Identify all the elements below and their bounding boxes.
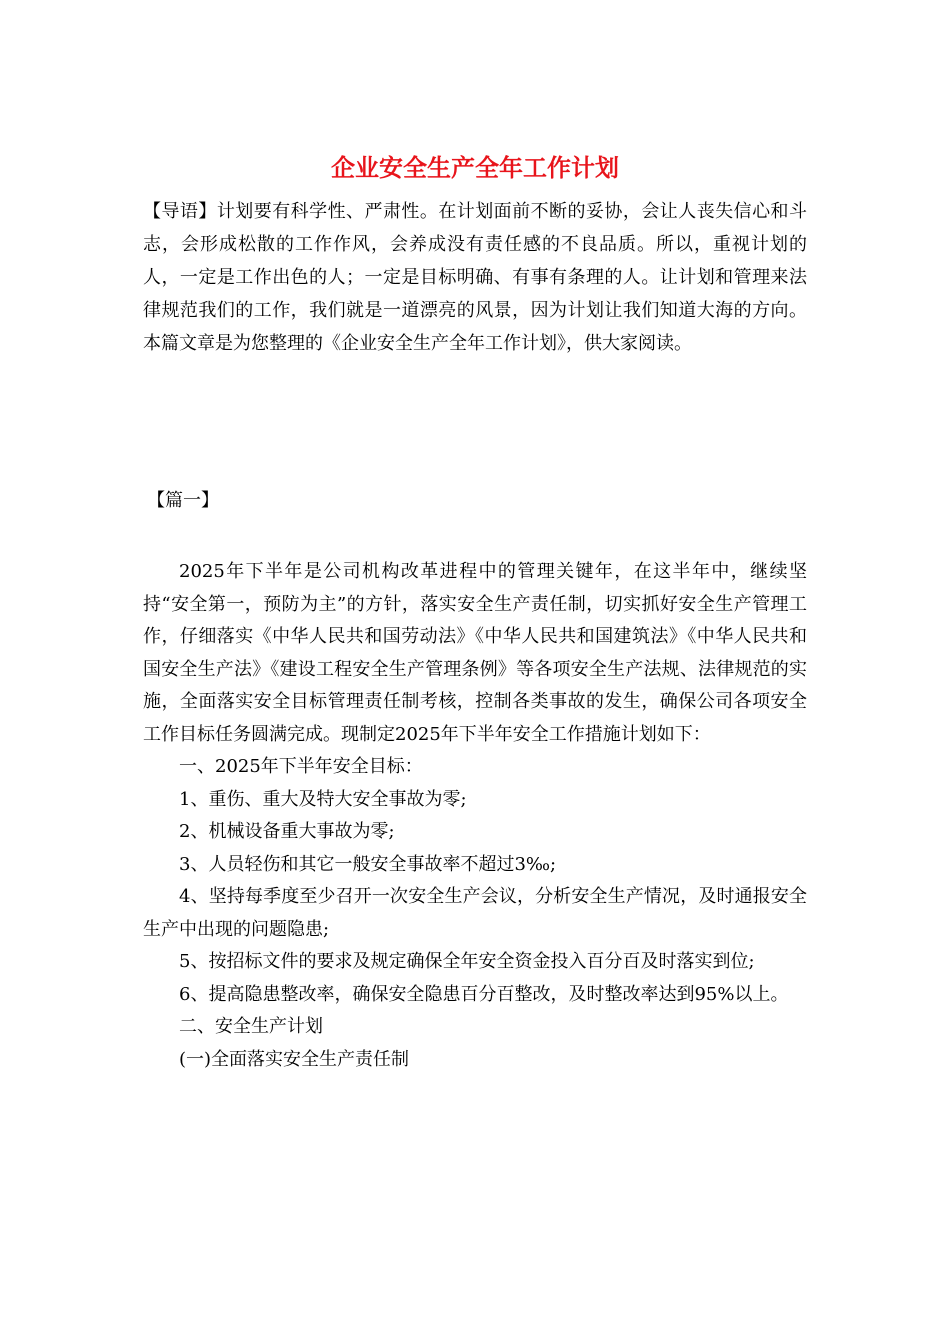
intro-paragraph: 【导语】计划要有科学性、严肃性。在计划面前不断的妥协，会让人丧失信心和斗志，会形成松散的工作作风，会养成没有责任感的不良品质。所以，重视计划的人，一定是工作出色的人；一定是目标明确、有事有条理的人。让计划和管理来法律规范我们的工作，我们就是一道漂亮的风景，因为计划让我们知道大海的方向。本篇文章是为您整理的《企业安全生产全年工作计划》，供大家阅读。 [143,201,807,354]
goal-item: 2、机械设备重大事故为零; [179,821,395,842]
document-body [143,556,807,1076]
goal-heading: 一、2025年下半年安全目标： [179,756,423,777]
document-title: 企业安全生产全年工作计划 [331,153,619,182]
goal-item: 1、重伤、重大及特大安全事故为零; [179,788,467,810]
plan-subheading: (一)全面落实安全生产责任制 [179,1048,410,1070]
goal-item: 5、按招标文件的要求及规定确保全年安全资金投入百分百及时落实到位; [179,951,755,972]
section-label: 【篇一】 [147,490,219,511]
plan-heading: 二、安全生产计划 [179,1016,323,1037]
body-paragraph: 2025年下半年是公司机构改革进程中的管理关键年，在这半年中，继续坚持“安全第一，预防为主”的方针，落实安全生产责任制，切实抓好安全生产管理工作，仔细落实《中华人民共和国劳动法》《中华人民共和国建筑法》《中华人民共和国安全生产法》《建设工程安全生产管理条例》等各项安全生产法规、法律规范的实施，全面落实安全目标管理责任制考核，控制各类事故的发生，确保公司各项安全工作目标任务圆满完成。现制定2025年下半年安全工作措施计划如下： [143,561,807,745]
goal-item: 6、提高隐患整改率，确保安全隐患百分百整改，及时整改率达到95%以上。 [179,983,789,1005]
goal-item: 3、人员轻伤和其它一般安全事故率不超过3‰; [179,853,557,875]
goal-item: 4、坚持每季度至少召开一次安全生产会议，分析安全生产情况，及时通报安全生产中出现的问题隐患; [143,886,807,940]
